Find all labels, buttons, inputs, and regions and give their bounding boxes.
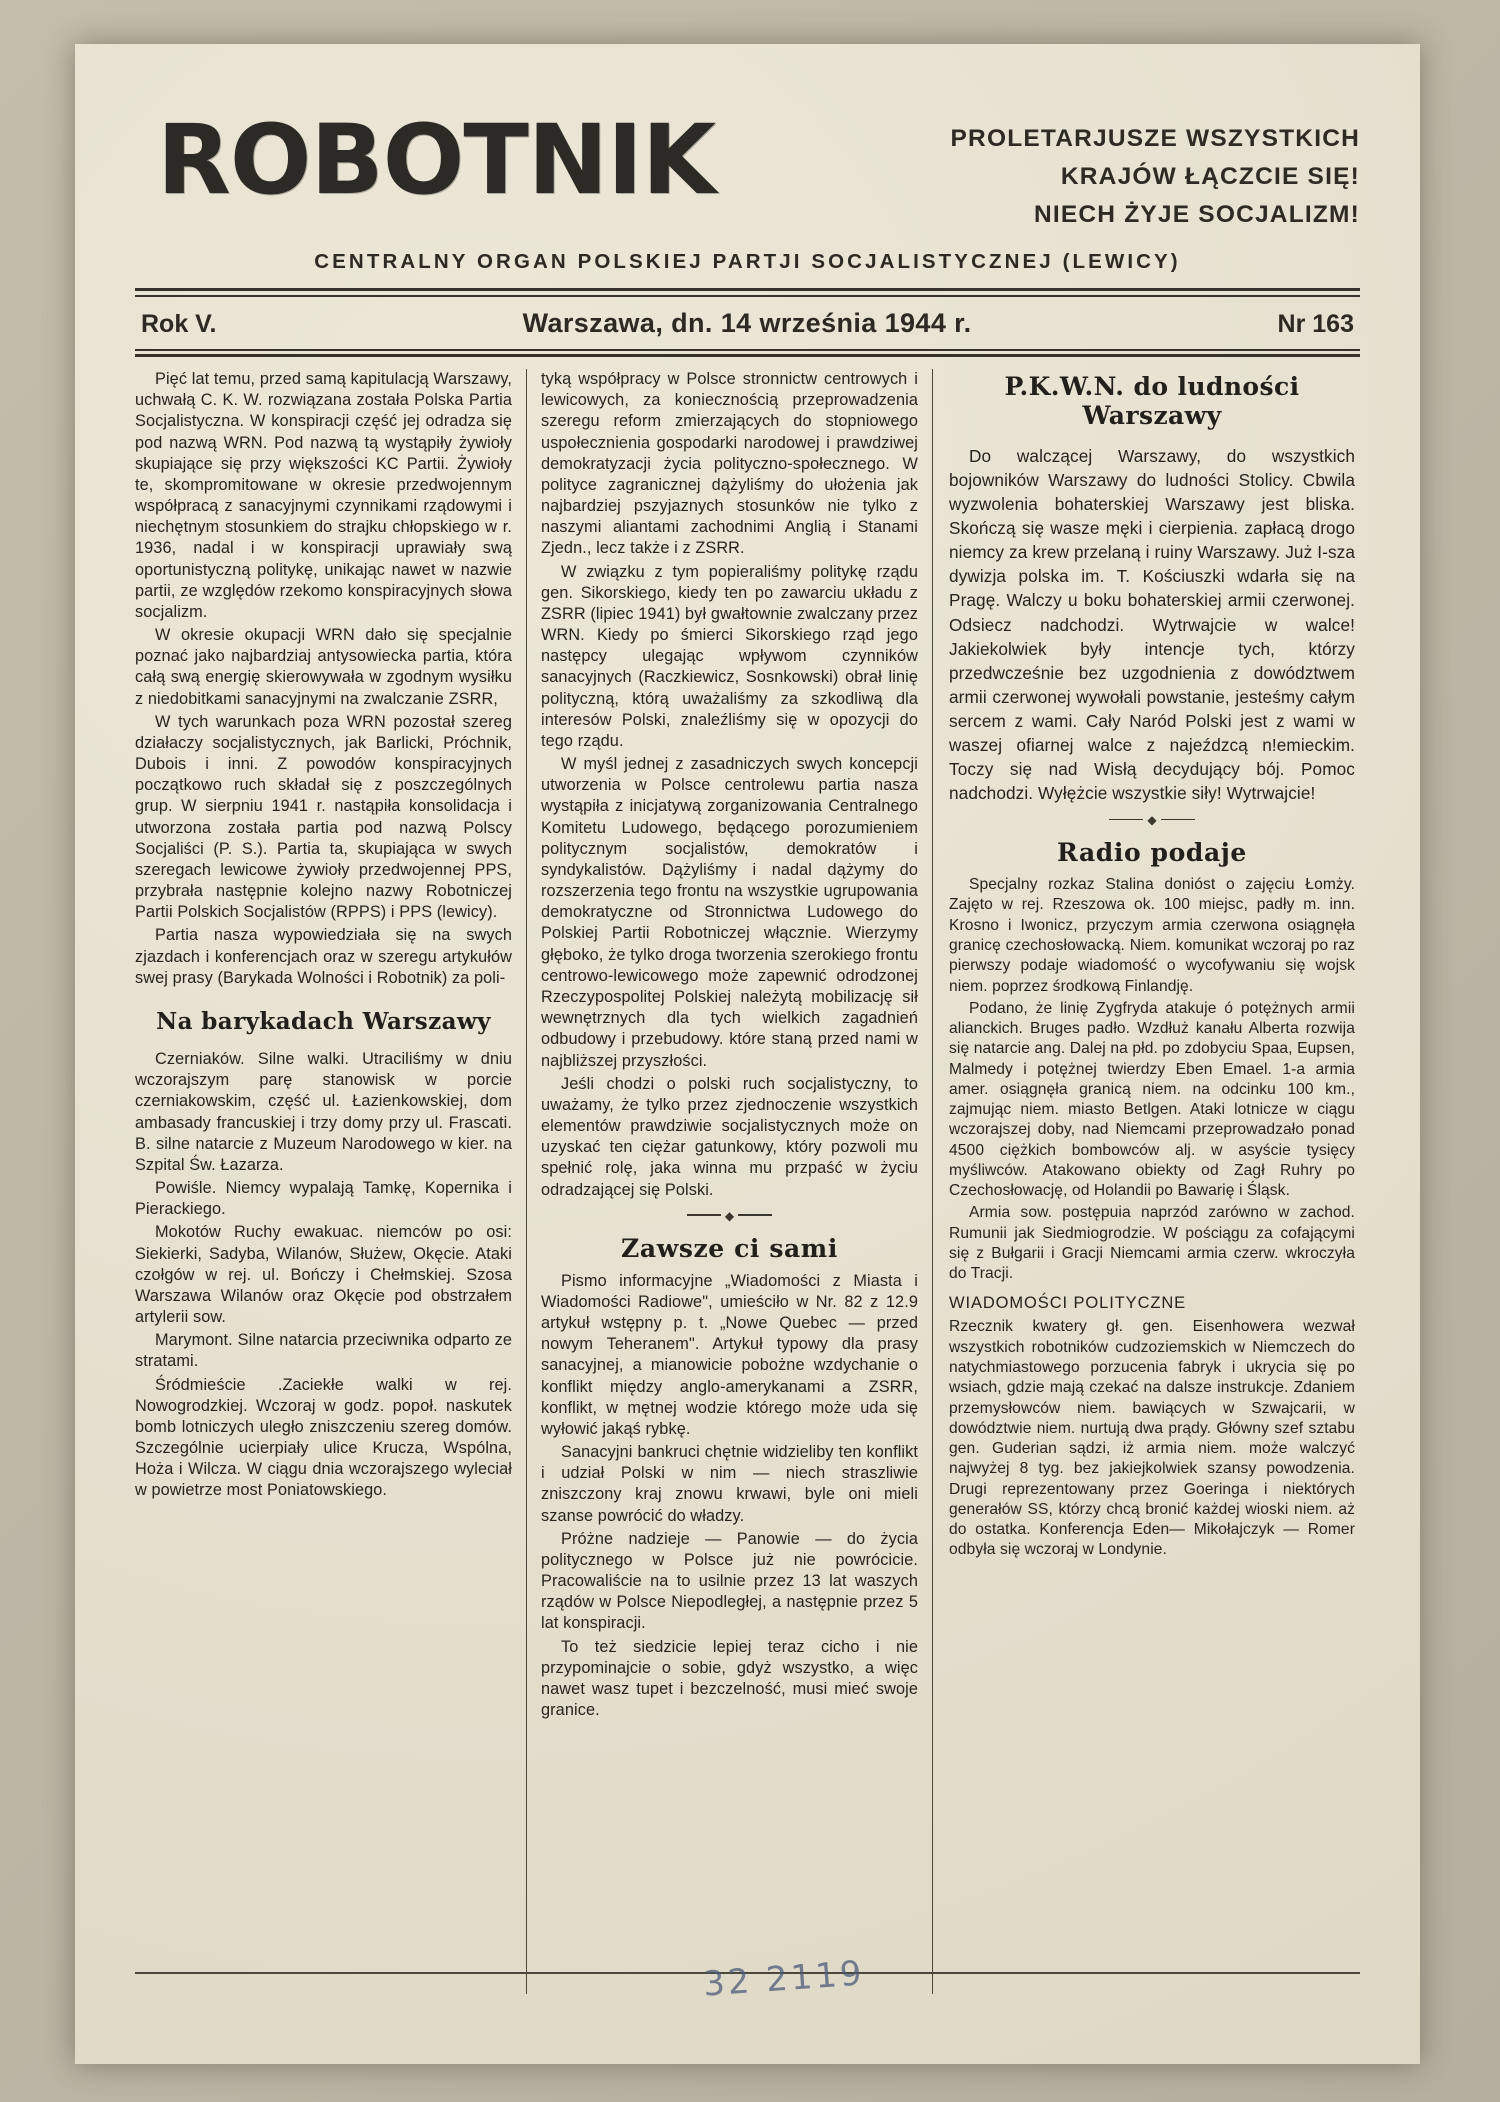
paragraph: W tych warunkach poza WRN pozostał szereg działaczy socjalistycznych, jak Barlicki, Próchnik, Dubois i inni. Z powodów konspiracyjnych początkowo ruch składał się z poszczególnych grup. W sierpniu 1941 r. nastąpiła konsolidacja i utworzona została partia pod nazwą Polscy Socjaliści (P. S.). Partia ta, skupiająca w swych szeregach lewicowe żywioły przedwojennej PPS, przybrała następnie kolejno nazwy Robotniczej Partii Polskich Socjalistów (RPPS) i PPS (lewicy). — [135, 712, 512, 922]
paragraph: W okresie okupacji WRN dało się specjalnie poznać jako najbardziaj antysowiecka partia, która całą swą energię skierowywała w zgodnym wysiłku z niedobitkami sanacyjnymi na zwalczanie ZSRR, — [135, 626, 512, 708]
masthead-slogan — [951, 120, 1360, 234]
slogan-line-2: KRAJÓW ŁĄCZCIE SIĘ! — [1060, 162, 1360, 190]
handwritten-annotation: 32 2119 — [701, 1953, 866, 2005]
paragraph: Armia sow. postępuia naprzód zarówno w zachod. Rumunii jak Siedmiogrodzie. W pościągu za cofającymi się z Bułgarii i Gracji Niemcami armia czerw. wkroczyła do Tracji. — [949, 1204, 1355, 1283]
paragraph: Pięć lat temu, przed samą kapitulacją Warszawy, uchwałą C. K. W. rozwiązana została Polska Partia Socjalistyczna. W konspiracji część jej odradza się pod nazwą WRN. Pod nazwą tą wystąpiły żywioły skupiające się przy większości KC Partii. Żywioły te, skompromitowane w okresie przedwojennym współpracą z sanacyjnymi czynnikami rządowymi i niechętnym stosunkiem do strajku chłopskiego w r. 1936, nadal i w konspiracji uprawiały swą oportunistyczną politykę, unikając nawet w nazwie partii, ze względów rzekomo konspiracyjnych słowa socjalizm. — [135, 370, 512, 621]
paragraph: Czerniaków. Silne walki. Utraciliśmy w dniu wczorajszym parę stanowisk w porcie czerniakowskim, część ul. Łazienkowskiej, dom ambasady francuskiej i trzy domy przy ul. Frascati. B. silne natarcie z Muzeum Narodowego w kier. na Szpital Św. Łazarza. — [135, 1049, 512, 1174]
paragraph: Marymont. Silne natarcia przeciwnika odparto ze stratami. — [135, 1331, 512, 1371]
masthead-divider-top — [135, 288, 1360, 297]
paragraph: Pismo informacyjne „Wiadomości z Miasta i Wiadomości Radiowe", umieściło w Nr. 82 z 12.9 artykuł wstępny p. t. „Nowe Quebec — przed nowym Teheranem". Artykuł typowy dla prasy sanacyjnej, a mianowicie pobożne wzdychanie o konflikt między anglo-amerykanami a ZSRR, konflikt, w mętnej wodzie którego może uda się wyłowić jakąś rybkę. — [541, 1271, 918, 1438]
section-separator: ◆ — [949, 812, 1355, 826]
paragraph: Do walczącej Warszawy, do wszystkich bojowników Warszawy do ludności Stolicy. Cbwila wyzwolenia bohaterskiej Warszawy jest bliska. Skończą się wasze męki i cierpienia. zapłacą drogo niemcy za krew przelaną i ruiny Warszawy. Już I-sza dywizja polska im. T. Kościuszki wdarła się na Pragę. Walczy u boku bohaterskiej armii czerwonej. Odsiecz nadchodzi. Wytrwajcie w walce! Jakiekolwiek były intencje tych, którzy przedwcześnie bez uzgodnienia z dowództwem armii czerwonej wywołali powstanie, jesteśmy całym sercem z wami. Cały Naród Polski jest z wami w waszej ofiarnej walce z najeźdzcą n!emieckim. Toczy się nad Wisłą decydujący bój. Pomoc nadchodzi. Wyłężcie wszystkie siły! Wytrwajcie! — [949, 446, 1355, 804]
article-columns — [135, 369, 1360, 1994]
newspaper-sheet — [75, 44, 1420, 2064]
organ-subtitle: CENTRALNY ORGAN POLSKIEJ PARTJI SOCJALISTYCZNEJ (LEWICY) — [314, 250, 1181, 273]
paragraph: Mokotów Ruchy ewakuac. niemców po osi: Siekierki, Sadyba, Wilanów, Służew, Okęcie. Ataki czołgów w rej. ul. Bończy i Chełmskiej. Szosa Warszawa Wilanów oraz Okęcie pod obstrzałem artylerii sow. — [135, 1223, 512, 1327]
volume-label: Rok V. — [141, 310, 217, 338]
paragraph: Rzecznik kwatery gł. gen. Eisenhowera wezwał wszystkich robotników cudzoziemskich w Niemczech do natychmiastowego porzucenia fabryk i ukrycia się po wsiach, gdzie mają czekać na dalsze instrukcje. Zdaniem przemysłowców niem. bawiących w Szwajcarii, w dowództwie niem. nurtują dwa prądy. Główny szef sztabu gen. Guderian sądzi, iż armia niem. może walczyć najwyżej 8 tyg. bez jakiejkolwiek szansy powodzenia. Drugi reprezentowany przez Goeringa i niektórych generałów SS, którzy chcą bronić każdej wioski niem. aż do ostatka. Konferencja Eden— Mikołajczyk — Romer odbyła się wczoraj w Londynie. — [949, 1318, 1355, 1559]
slogan-line-1: PROLETARJUSZE WSZYSTKICH — [950, 125, 1360, 152]
paragraph: Próżne nadzieje — Panowie — do życia politycznego w Polsce już nie powrócicie. Pracowaliście na to usilnie przez 13 lat waszych rządów w Polsce Niepodległej, a następnie przez 5 lat konspiracji. — [541, 1529, 918, 1633]
place-date-label: Warszawa, dn. 14 września 1944 r. — [522, 308, 972, 338]
paragraph: Śródmieście .Zaciekłe walki w rej. Nowogrodzkiej. Wczoraj w godz. popoł. naskutek bomb lotniczych uległo zniszczeniu szereg domów. Szczególnie ucierpiały ulice Krucza, Wspólna, Hoża i Wilcza. W ciągu dnia wczorajszego wyleciał w powietrze most Poniatowskiego. — [135, 1375, 512, 1500]
paragraph: To też siedzicie lepiej teraz cicho i nie przypominajcie o sobie, gdyż wszystko, a więc nawet wasz tupet i bezczelność, musi mieć swoje granice. — [541, 1637, 918, 1720]
issue-number-label: Nr 163 — [1277, 310, 1354, 338]
paragraph: W myśl jednej z zasadniczych swych koncepcji utworzenia w Polsce centrolewu partia nasza wystąpiła z inicjatywą zorganizowania Centralnego Komitetu Ludowego, będącego porozumieniem politycznym socjalistów, demokratów i syndykalistów. Dążyliśmy i nadal dążymy do rozszerzenia tego frontu na wszystkie ugrupowania demokratyczne od Stronnictwa Ludowego do Polskiej Partii Robotniczej włącznie. Wierzymy głęboko, że tylko droga tworzenia szerokiego frontu centrowo-lewicowego może zapewnić odrodzonej Rzeczypospolitej Polskiej należytą mobilizację sił wewnętrznych dla tych wielkich zagadnień odbudowy i przebudowy. które staną przed nami w najbliższej przyszłości. — [541, 755, 918, 1070]
masthead-divider-bottom — [135, 349, 1360, 357]
headline-zawsze-ci-sami: Zawsze ci sami — [621, 1233, 838, 1263]
column-1 — [135, 369, 526, 1994]
paragraph: Specjalny rozkaz Stalina donióst o zajęciu Łomży. Zajęto w rej. Rzeszowa ok. 100 miejsc, padły m. inn. Krosno i Iwonicz, przyczym armia czerwona osiągnęła granicę czechosłowacką. Niem. komunikat wczoraj po raz pierwszy podaje wiadomość o wycofywaniu się wojsk niem. poprzez środkową Finlandję. — [949, 876, 1355, 995]
newspaper-title: ROBOTNIK — [157, 104, 716, 216]
headline-radio-podaje: Radio podaje — [1057, 838, 1247, 868]
paragraph: Jeśli chodzi o polski ruch socjalistyczny, to uważamy, że tylko przez zjednoczenie wszystkich elementów prawdziwie socjalistycznych może on uzyskać ten ciężar gatunkowy, który pozwoli mu spełnić rolę, jaka winna mu przpaść w życiu odradzającej się Polski. — [541, 1074, 918, 1199]
headline-pkwn: P.K.W.N. do ludności Warszawy — [1004, 372, 1300, 430]
column-3 — [932, 369, 1355, 1994]
paragraph: tyką współpracy w Polsce stronnictw centrowych i lewicowych, za koniecznością przeprowadzenia szeregu reform zmierzających do stopniowego uspołecznienia gospodarki narodowej i prawdziwej demokratyzacji życia polityczno-społecznego. W polityce zagranicznej dążyliśmy do ułożenia jak najbardziej pszyjaznych stosunków nie tylko z naszymi aliantami zachodnimi Anglią i Stanami Zjedn., lecz także i z ZSRR. — [541, 370, 918, 558]
section-separator: ◆ — [541, 1208, 918, 1222]
paragraph: Sanacyjni bankruci chętnie widzieliby ten konflikt i udział Polski w nim — niech straszliwie zniszczony kraj znowu krwawi, byle oni mieli szanse powrócić do władzy. — [541, 1443, 918, 1525]
column-2 — [526, 369, 932, 1994]
headline-na-barykadach: Na barykadach Warszawy — [156, 1007, 491, 1035]
paragraph: Podano, że linię Zygfryda atakuje ó potężnych armii alianckich. Bruges padło. Wzdłuż kanału Alberta rozwija się natarcie ang. Dalej na płd. po zdobyciu Spaa, Eupsen, Malmedy i potężnej twierdzy Eben Emael. 1-a armia amer. osiągnęła granicą niem. na odcinku 100 km., zajmując niem. miasto Betlgen. Ataki lotnicze w ciągu wczorajszej doby, nad Niemcami przeprowadzało ponad 4500 ciężkich bombowców alj. w asyście tysięcy myśliwców. Atakowano obiekty od Zagł Ruhry po Czechosłowację, od Holandii po Bawarię i Śląsk. — [949, 999, 1355, 1200]
paragraph: Partia nasza wypowiedziała się na swych zjazdach i konferencjach oraz w szeregu artykułów swej prasy (Barykada Wolności i Robotnik) za poli- — [135, 926, 512, 987]
masthead — [135, 106, 1360, 246]
slogan-line-3: NIECH ŻYJE SOCJALIZM! — [1033, 200, 1360, 228]
newspaper-content — [135, 106, 1360, 2006]
paragraph: W związku z tym popieraliśmy politykę rządu gen. Sikorskiego, kiedy ten po zawarciu układu z ZSRR (lipiec 1941) był gwałtownie zwalczany przez WRN. Kiedy po śmierci Sikorskiego rząd jego następcy ulegając wpływom czynników sanacyjnych (Raczkiewicz, Sosnkowski) obrał linię polityczną, którą uważaliśmy za szkodliwą dla interesów Polski, znaleźliśmy się w opozycji do tego rządu. — [541, 562, 918, 750]
paragraph: Powiśle. Niemcy wypalają Tamkę, Kopernika i Pierackiego. — [135, 1179, 512, 1219]
issue-line — [135, 297, 1360, 349]
subheading-wiadomosci-polityczne: WIADOMOŚCI POLITYCZNE — [949, 1294, 1187, 1313]
